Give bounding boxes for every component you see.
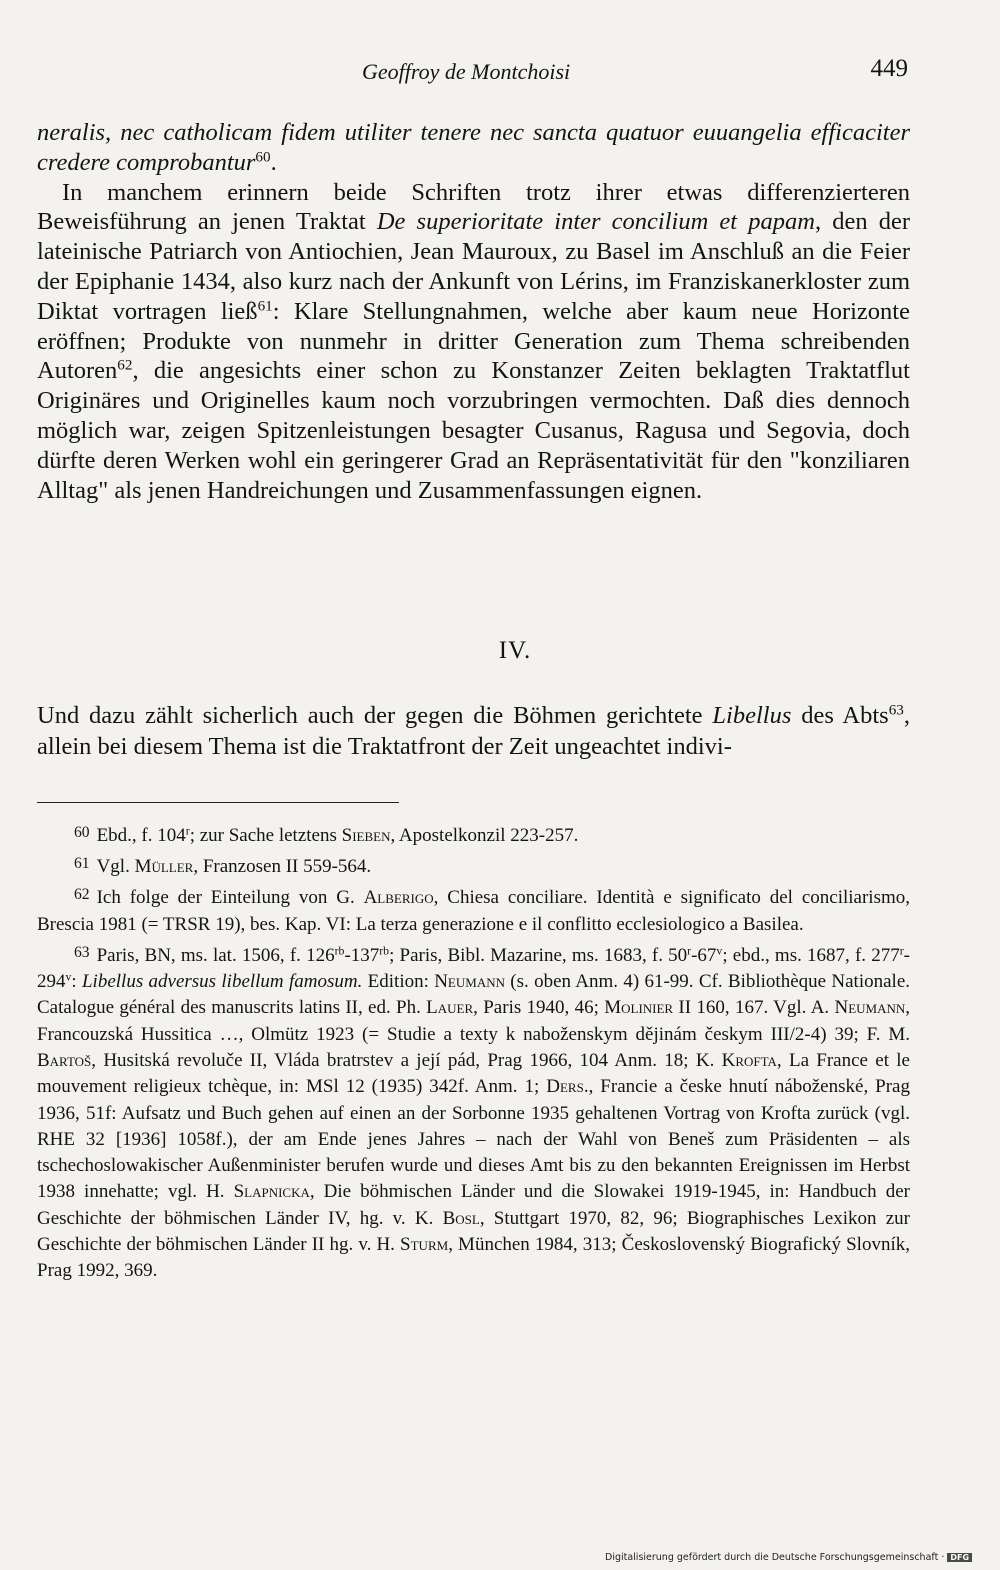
text-run: : Klare Stellungnahmen, welche aber kaum neue Horizonte eröffnen; Produkte von nunmehr in dritter Generation zum Thema schreibenden Autoren xyxy=(37,297,910,385)
text-run: Und dazu zählt sicherlich auch der gegen die Böhmen gerichtete xyxy=(37,702,713,729)
text-run: , Chiesa conciliare. Identità e significato del conciliarismo, Brescia 1981 (= TRSR 19), bes. Kap. VI: La terza generazione e il conflitto ecclesiologico a Basilea. xyxy=(37,887,910,935)
text-run: Edition: xyxy=(362,971,435,993)
running-title: Geoffroy de Montchoisi xyxy=(362,59,571,84)
footnote-number: 60 xyxy=(74,824,90,841)
text-run: (s. oben Anm. 4) 61-99. Cf. Bibliothèque Nationale. Catalogue général des manuscrits latins II, ed. Ph. xyxy=(37,971,910,1019)
folio-side: v xyxy=(716,944,723,958)
footnote-ref-61[interactable]: 61 xyxy=(257,297,273,315)
text-run: , die angesichts einer schon zu Konstanzer Zeiten beklagten Traktatflut Originäres und Originelles kaum noch vorzubringen vermochten. Daß dies dennoch möglich war, zeigen Spitzenleistungen besagter Cusanus, Ragusa und Segovia, doch dürfte deren Werken wohl ein geringerer Grad an Repräsentativität für den "konziliaren Alltag" als jenen Handreichungen und Zusammenfassungen eignen. xyxy=(37,357,910,504)
text-run: -294 xyxy=(37,944,910,993)
text-run: , La France et le mouvement religieux tchèque, in: MSl 12 (1935) 342f. Anm. 1; xyxy=(37,1049,910,1098)
digitization-credit xyxy=(605,1552,972,1563)
footnote-number: 63 xyxy=(74,943,90,961)
folio-side: v xyxy=(65,970,72,984)
author-name: Müller xyxy=(134,856,194,878)
main-text-section-iv xyxy=(37,700,910,762)
author-name: Alberigo xyxy=(363,887,434,909)
author-name: Bartoš xyxy=(37,1049,92,1071)
text-run: Vgl. xyxy=(96,856,135,878)
author-name: Ders. xyxy=(546,1076,589,1098)
author-name: Krofta xyxy=(721,1049,777,1071)
author-name: Molinier xyxy=(604,997,674,1019)
footnote-61 xyxy=(37,851,910,880)
dfg-logo: DFG xyxy=(947,1553,972,1562)
footnote-number: 61 xyxy=(74,855,90,873)
footnote-60 xyxy=(37,820,910,849)
text-run: II 160, 167. Vgl. A. xyxy=(673,997,835,1019)
text-run: -67 xyxy=(691,944,717,966)
footnote-divider xyxy=(37,802,399,803)
page-number: 449 xyxy=(870,55,908,82)
text-run: Paris, BN, ms. lat. 1506, f. 126 xyxy=(96,944,335,966)
footnote-ref-63[interactable]: 63 xyxy=(888,701,904,719)
footnotes xyxy=(37,820,910,1287)
text-run: , Husitská revoluče II, Vláda bratrstev a její pád, Prag 1966, 104 Anm. 18; K. xyxy=(91,1049,722,1071)
paragraph xyxy=(37,178,910,506)
text-run: , München 1984, 313; Československý Biografický Slovník, Prag 1992, 369. xyxy=(37,1234,910,1282)
author-name: Neumann xyxy=(834,997,906,1019)
work-title: Libellus xyxy=(712,702,792,729)
text-run: In manchem erinnern beide Schriften trotz ihrer etwas differenzierteren Beweisführung an jenen Traktat xyxy=(37,178,910,236)
text-run: Ebd., f. 104 xyxy=(96,824,186,846)
text-run: , Francie a česke hnutí náboženské, Prag 1936, 51f: Aufsatz und Buch gehen auf einen an der Sorbonne 1935 gehaltenen Vortrag von Krofta zurück (vgl. RHE 32 [1936] 1058f.), der am Ende jenes Jahres – nach der Wahl von Beneš zum Präsidenten – als tschechoslowakischer Außenminister berufen wurde und dieses Amt bis zu den bekannten Ereignissen im Herbst 1938 innehatte; vgl. H. xyxy=(37,1076,910,1203)
footnote-ref-62[interactable]: 62 xyxy=(117,357,133,375)
text-run: Ich folge der Einteilung von G. xyxy=(96,887,364,909)
main-text xyxy=(37,118,910,505)
text-run: , Francouzská Hussitica …, Olmütz 1923 (= Studie a texty k naboženskym dějinám českym III/2-4) 39; F. M. xyxy=(37,997,911,1045)
author-name: Neumann xyxy=(434,971,505,993)
footnote-62 xyxy=(37,882,910,937)
work-title: De superioritate inter concilium et papam xyxy=(376,208,815,236)
text-run: , Die böhmischen Länder und die Slowakei 1919-1945, in: Handbuch der Geschichte der böhmischen Länder IV, hg. v. K. xyxy=(37,1181,910,1229)
text-run: , Paris 1940, 46; xyxy=(473,997,605,1019)
paragraph-continuation xyxy=(37,118,910,178)
folio-side: rb xyxy=(334,944,345,958)
footnote-ref-60[interactable]: 60 xyxy=(255,148,271,166)
text-run: , Franzosen II 559-564. xyxy=(193,856,372,878)
text-run: des Abts xyxy=(791,702,889,729)
text-run: , allein bei diesem Thema ist die Traktatfront der Zeit ungeachtet indivi- xyxy=(37,702,910,760)
folio-side: rb xyxy=(379,944,390,958)
author-name: Lauer xyxy=(426,997,474,1019)
text-run: -137 xyxy=(344,944,380,966)
author-name: Bosl xyxy=(442,1207,480,1229)
author-name: Sturm xyxy=(400,1234,449,1256)
section-heading: IV. xyxy=(498,637,532,664)
text-run: , Stuttgart 1970, 82, 96; Biographisches Lexikon zur Geschichte der böhmischen Länder II hg. v. H. xyxy=(37,1207,910,1256)
running-head xyxy=(37,55,908,91)
folio-side: r xyxy=(899,944,904,958)
work-title: Libellus adversus libellum famosum. xyxy=(81,971,363,993)
author-name: Slapnicka xyxy=(233,1181,310,1203)
footnote-63 xyxy=(37,940,910,1285)
text-run: : xyxy=(71,971,82,993)
folio-side: r xyxy=(185,824,190,838)
paragraph xyxy=(37,700,910,762)
folio-side: r xyxy=(687,944,692,958)
latin-quote: neralis, nec catholicam fidem utiliter tenere nec sancta quatuor euuangelia efficaciter credere comprobantur xyxy=(37,119,910,176)
text-run: ; ebd., ms. 1687, f. 277 xyxy=(722,944,900,966)
footnote-number: 62 xyxy=(74,886,90,904)
text-run: , den der lateinische Patriarch von Antiochien, Jean Mauroux, zu Basel im Anschluß an die Feier der Epiphanie 1434, also kurz nach der Ankunft von Lérins, im Franziskanerkloster zum Diktat vortragen ließ xyxy=(37,208,910,325)
credit-text: Digitalisierung gefördert durch die Deutsche Forschungsgemeinschaft · xyxy=(605,1552,945,1563)
text-run: ; zur Sache letztens xyxy=(189,824,342,846)
author-name: Sieben xyxy=(341,824,391,846)
text-run: . xyxy=(270,148,277,176)
text-run: ; Paris, Bibl. Mazarine, ms. 1683, f. 50 xyxy=(389,944,688,966)
text-run: , Apostelkonzil 223-257. xyxy=(390,824,579,846)
